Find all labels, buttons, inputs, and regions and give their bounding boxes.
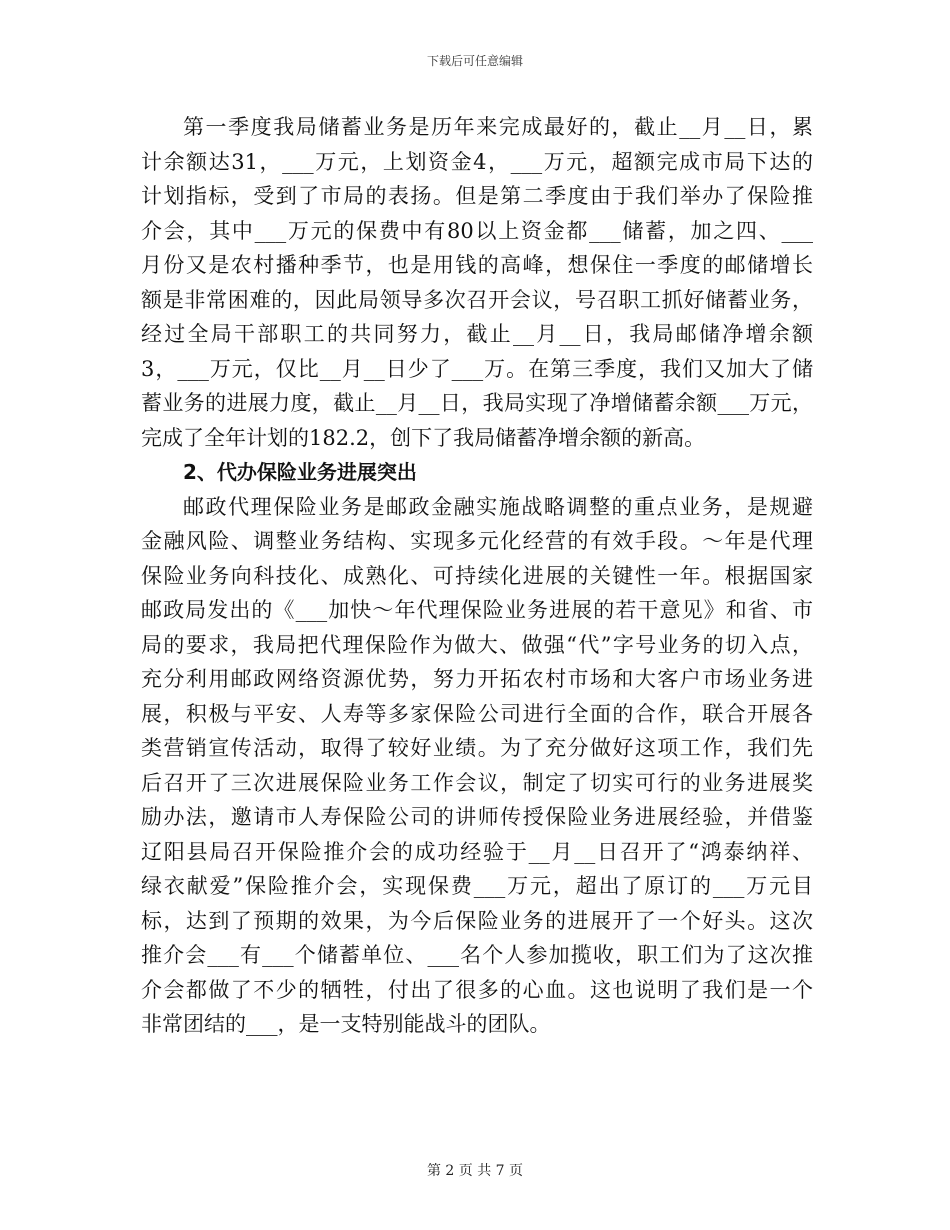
text-line: 计划指标，受到了市局的表扬。但是第二季度由于我们举办了保险推 [141,184,813,208]
paragraph-savings [141,110,813,455]
text-line: 励办法，邀请市人寿保险公司的讲师传授保险业务进展经验，并借鉴 [141,805,813,829]
text-line: 金融风险、调整业务结构、实现多元化经营的有效手段。～年是代理 [141,529,813,553]
text-line: 额是非常困难的，因此局领导多次召开会议，号召职工抓好储蓄业务， [141,287,813,312]
text-line: 后召开了三次进展保险业务工作会议，制定了切实可行的业务进展奖 [141,770,813,795]
section-heading: 2、代办保险业务进展突出 [183,460,417,484]
text-line: 邮政代理保险业务是邮政金融实施战略调整的重点业务，是规避 [183,494,813,519]
document-body [141,110,813,1042]
page-footer: 第 2 页 共 7 页 [426,1163,524,1179]
text-line: 蓄业务的进展力度，截止__月__日，我局实现了净增储蓄余额___万元， [141,391,813,415]
text-line: 介会都做了不少的牺牲，付出了很多的心血。这也说明了我们是一个 [141,977,813,1002]
text-line: 展，积极与平安、人寿等多家保险公司进行全面的合作，联合开展各 [141,701,813,726]
text-line: 绿衣献爱”保险推介会，实现保费___万元，超出了原订的___万元目 [141,874,813,898]
text-line: 局的要求，我局把代理保险作为做大、做强“代”字号业务的切入点， [141,632,813,657]
text-line: 推介会___有___个储蓄单位、___名个人参加揽收，职工们为了这次推 [141,943,813,967]
text-line: 非常团结的___，是一支特别能战斗的团队。 [141,1012,551,1036]
text-line: 3，___万元，仅比__月__日少了___万。在第三季度，我们又加大了储 [141,356,813,381]
paragraph-insurance [141,490,813,1042]
text-line: 完成了全年计划的182.2，创下了我局储蓄净增余额的新高。 [141,425,706,450]
text-line: 经过全局干部职工的共同努力，截止__月__日，我局邮储净增余额 [141,322,813,346]
text-line: 介会，其中___万元的保费中有80以上资金都___储蓄，加之四、___ [141,218,813,243]
text-line: 辽阳县局召开保险推介会的成功经验于__月__日召开了“鸿泰纳祥、 [141,839,813,864]
text-line: 充分利用邮政网络资源优势，努力开拓农村市场和大客户市场业务进 [141,667,813,691]
text-line: 第一季度我局储蓄业务是历年来完成最好的，截止__月__日，累 [183,115,813,139]
text-line: 保险业务向科技化、成熟化、可持续化进展的关键性一年。根据国家 [141,563,813,588]
text-line: 标，达到了预期的效果，为今后保险业务的进展开了一个好头。这次 [141,908,813,933]
text-line: 计余额达31，___万元，上划资金4，___万元，超额完成市局下达的 [141,149,813,174]
text-line: 月份又是农村播种季节，也是用钱的高峰，想保住一季度的邮储增长 [141,253,813,277]
page-header: 下载后可任意编辑 [426,54,523,68]
text-line: 类营销宣传活动，取得了较好业绩。为了充分做好这项工作，我们先 [141,736,813,760]
text-line: 邮政局发出的《___加快～年代理保险业务进展的若干意见》和省、市 [141,598,813,622]
